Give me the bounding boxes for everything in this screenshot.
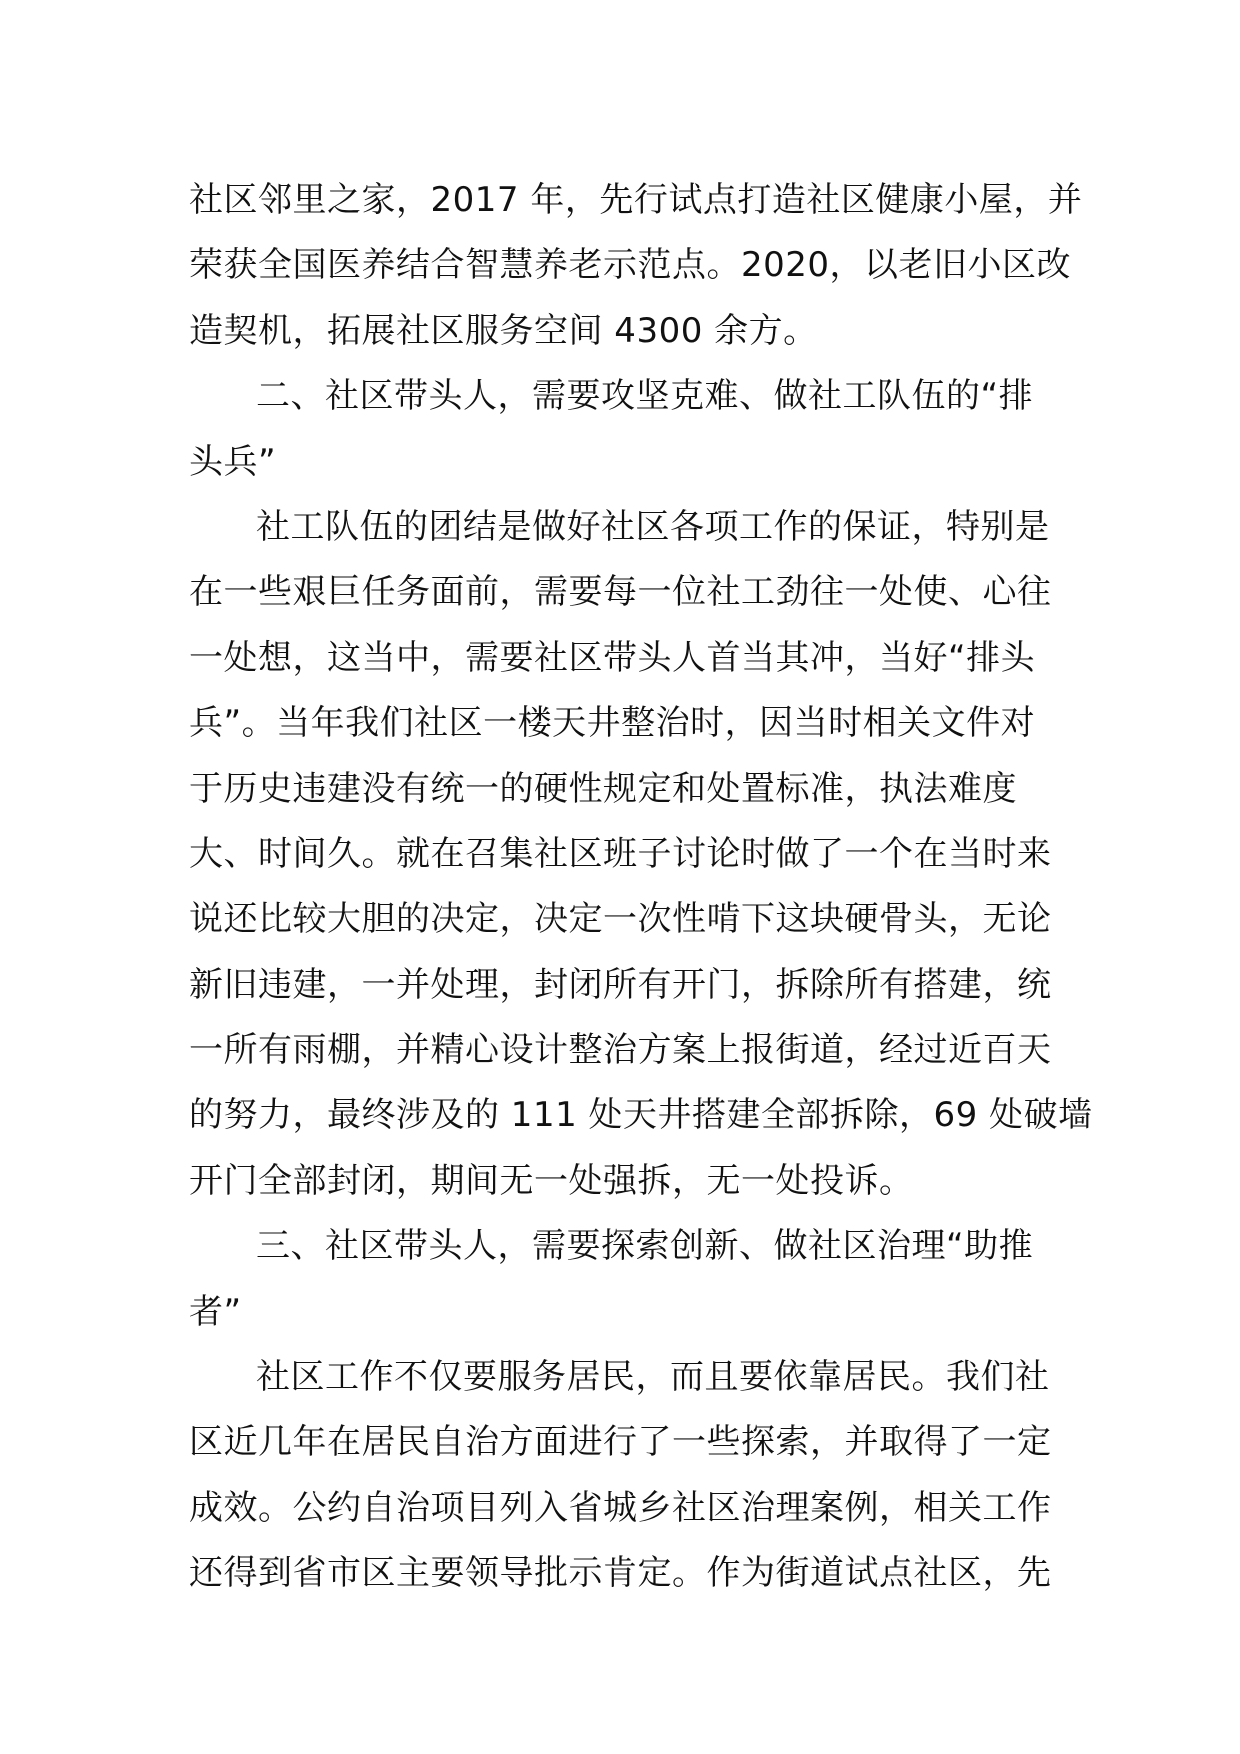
text-line: 的努力，最终涉及的 111 处天井搭建全部拆除，69 处破墙: [189, 1095, 1093, 1136]
text-line: 兵”。当年我们社区一楼天井整治时，因当时相关文件对: [189, 703, 1036, 744]
paragraph-start-line: 社工队伍的团结是做好社区各项工作的保证，特别是: [256, 506, 1050, 547]
text-line: 荣获全国医养结合智慧养老示范点。2020，以老旧小区改: [189, 245, 1072, 286]
text-line: 社区邻里之家，2017 年，先行试点打造社区健康小屋，并: [189, 180, 1083, 220]
text-line: 开门全部封闭，期间无一处强拆，无一处投诉。: [189, 1160, 914, 1201]
section-heading-line: 二、社区带头人，需要攻坚克难、做社工队伍的“排: [256, 376, 1034, 417]
section-heading-line: 头兵”: [189, 441, 277, 482]
text-line: 一处想，这当中，需要社区带头人首当其冲，当好“排头: [189, 637, 1036, 678]
paragraph-start-line: 社区工作不仅要服务居民，而且要依靠居民。我们社: [256, 1357, 1050, 1398]
body-text: [189, 168, 1093, 1607]
text-line: 区近几年在居民自治方面进行了一些探索，并取得了一定: [189, 1422, 1052, 1463]
section-heading-line: 三、社区带头人，需要探索创新、做社区治理“助推: [256, 1226, 1034, 1267]
text-line: 于历史违建没有统一的硬性规定和处置标准，执法难度: [189, 768, 1017, 809]
text-line: 在一些艰巨任务面前，需要每一位社工劲往一处使、心往: [189, 572, 1052, 613]
text-line: 大、时间久。就在召集社区班子讨论时做了一个在当时来: [189, 833, 1052, 874]
text-line: 一所有雨棚，并精心设计整治方案上报街道，经过近百天: [189, 1030, 1052, 1071]
text-line: 成效。公约自治项目列入省城乡社区治理案例，相关工作: [189, 1487, 1052, 1528]
text-line: 说还比较大胆的决定，决定一次性啃下这块硬骨头，无论: [189, 899, 1052, 940]
text-line: 还得到省市区主要领导批示肯定。作为街道试点社区，先: [189, 1553, 1052, 1594]
text-line: 新旧违建，一并处理，封闭所有开门，拆除所有搭建，统: [189, 964, 1052, 1005]
section-heading-line: 者”: [189, 1291, 242, 1332]
text-line: 造契机，拓展社区服务空间 4300 余方。: [189, 310, 818, 351]
